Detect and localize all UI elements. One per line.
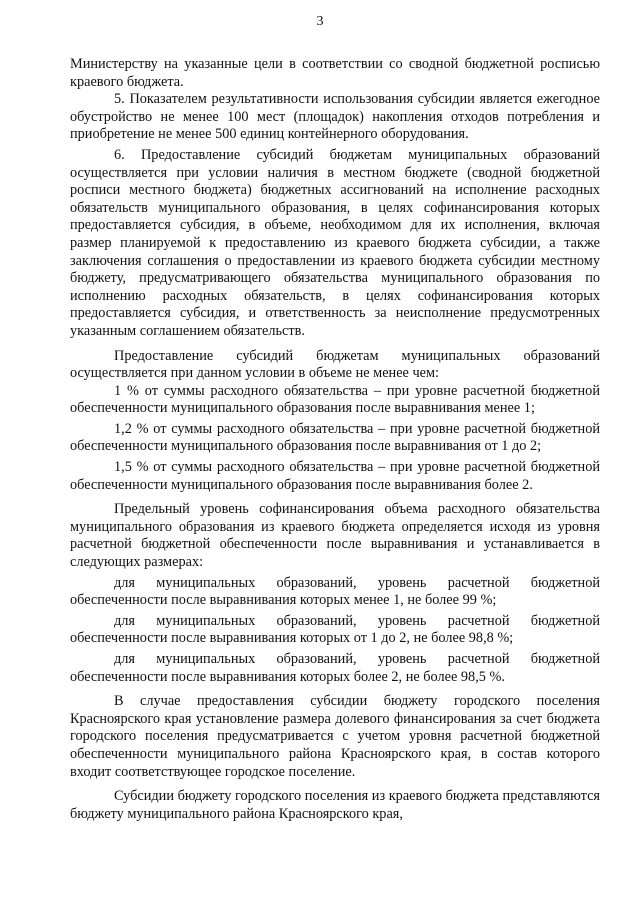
paragraph: Министерству на указанные цели в соответствии со сводной бюджетной росписью краевого бюджета.: [70, 56, 600, 90]
list-item: для муниципальных образований, уровень расчетной бюджетной обеспеченности после выравнивания которых более 2, не более 98,5 %.: [70, 651, 600, 685]
paragraph: 5. Показателем результативности использования субсидии является ежегодное обустройство не менее 100 мест (площадок) накопления отходов потребления и приобретение не менее 500 единиц контейнерного оборудования.: [70, 91, 600, 143]
page-number: 3: [316, 14, 324, 29]
document-body: [70, 56, 600, 823]
paragraph: Предельный уровень софинансирования объема расходного обязательства муниципального образования из краевого бюджета определяется исходя из уровня расчетной бюджетной обеспеченности после выравнивания и устанавливается в следующих размерах:: [70, 501, 600, 571]
paragraph: 6. Предоставление субсидий бюджетам муниципальных образований осуществляется при условии наличия в местном бюджете (сводной бюджетной росписи местного бюджета) бюджетных ассигнований на исполнение расходных обязательств муниципального образования, в целях софинансирования которых предоставляется субсидия, в объеме, необходимом для их исполнения, включая размер планируемой к предоставлению из краевого бюджета субсидии, а также заключения соглашения о предоставлении из краевого бюджета субсидии местному бюджету, предусматривающего обязательства муниципального образования по исполнению расходных обязательств, в целях софинансирования которых предоставляется субсидия, и ответственность за неисполнение предусмотренных указанным соглашением обязательств.: [70, 146, 600, 339]
list-item: 1 % от суммы расходного обязательства – при уровне расчетной бюджетной обеспеченности муниципального образования после выравнивания менее 1;: [70, 382, 600, 417]
list-item: 1,5 % от суммы расходного обязательства – при уровне расчетной бюджетной обеспеченности муниципального образования после выравнивания более 2.: [70, 459, 600, 493]
paragraph: Предоставление субсидий бюджетам муниципальных образований осуществляется при данном условии в объеме не менее чем:: [70, 347, 600, 382]
paragraph: Субсидии бюджету городского поселения из краевого бюджета представляются бюджету муниципального района Красноярского края,: [70, 788, 600, 822]
paragraph: В случае предоставления субсидии бюджету городского поселения Красноярского края установление размера долевого финансирования за счет бюджета городского поселения предусматривается с учетом уровня расчетной бюджетной обеспеченности муниципального района Красноярского края, в состав которого входит соответствующее городское поселение.: [70, 693, 600, 780]
list-item: 1,2 % от суммы расходного обязательства – при уровне расчетной бюджетной обеспеченности муниципального образования после выравнивания от 1 до 2;: [70, 420, 600, 455]
list-item: для муниципальных образований, уровень расчетной бюджетной обеспеченности после выравнивания которых от 1 до 2, не более 98,8 %;: [70, 612, 600, 647]
list-item: для муниципальных образований, уровень расчетной бюджетной обеспеченности после выравнивания которых менее 1, не более 99 %;: [70, 574, 600, 609]
